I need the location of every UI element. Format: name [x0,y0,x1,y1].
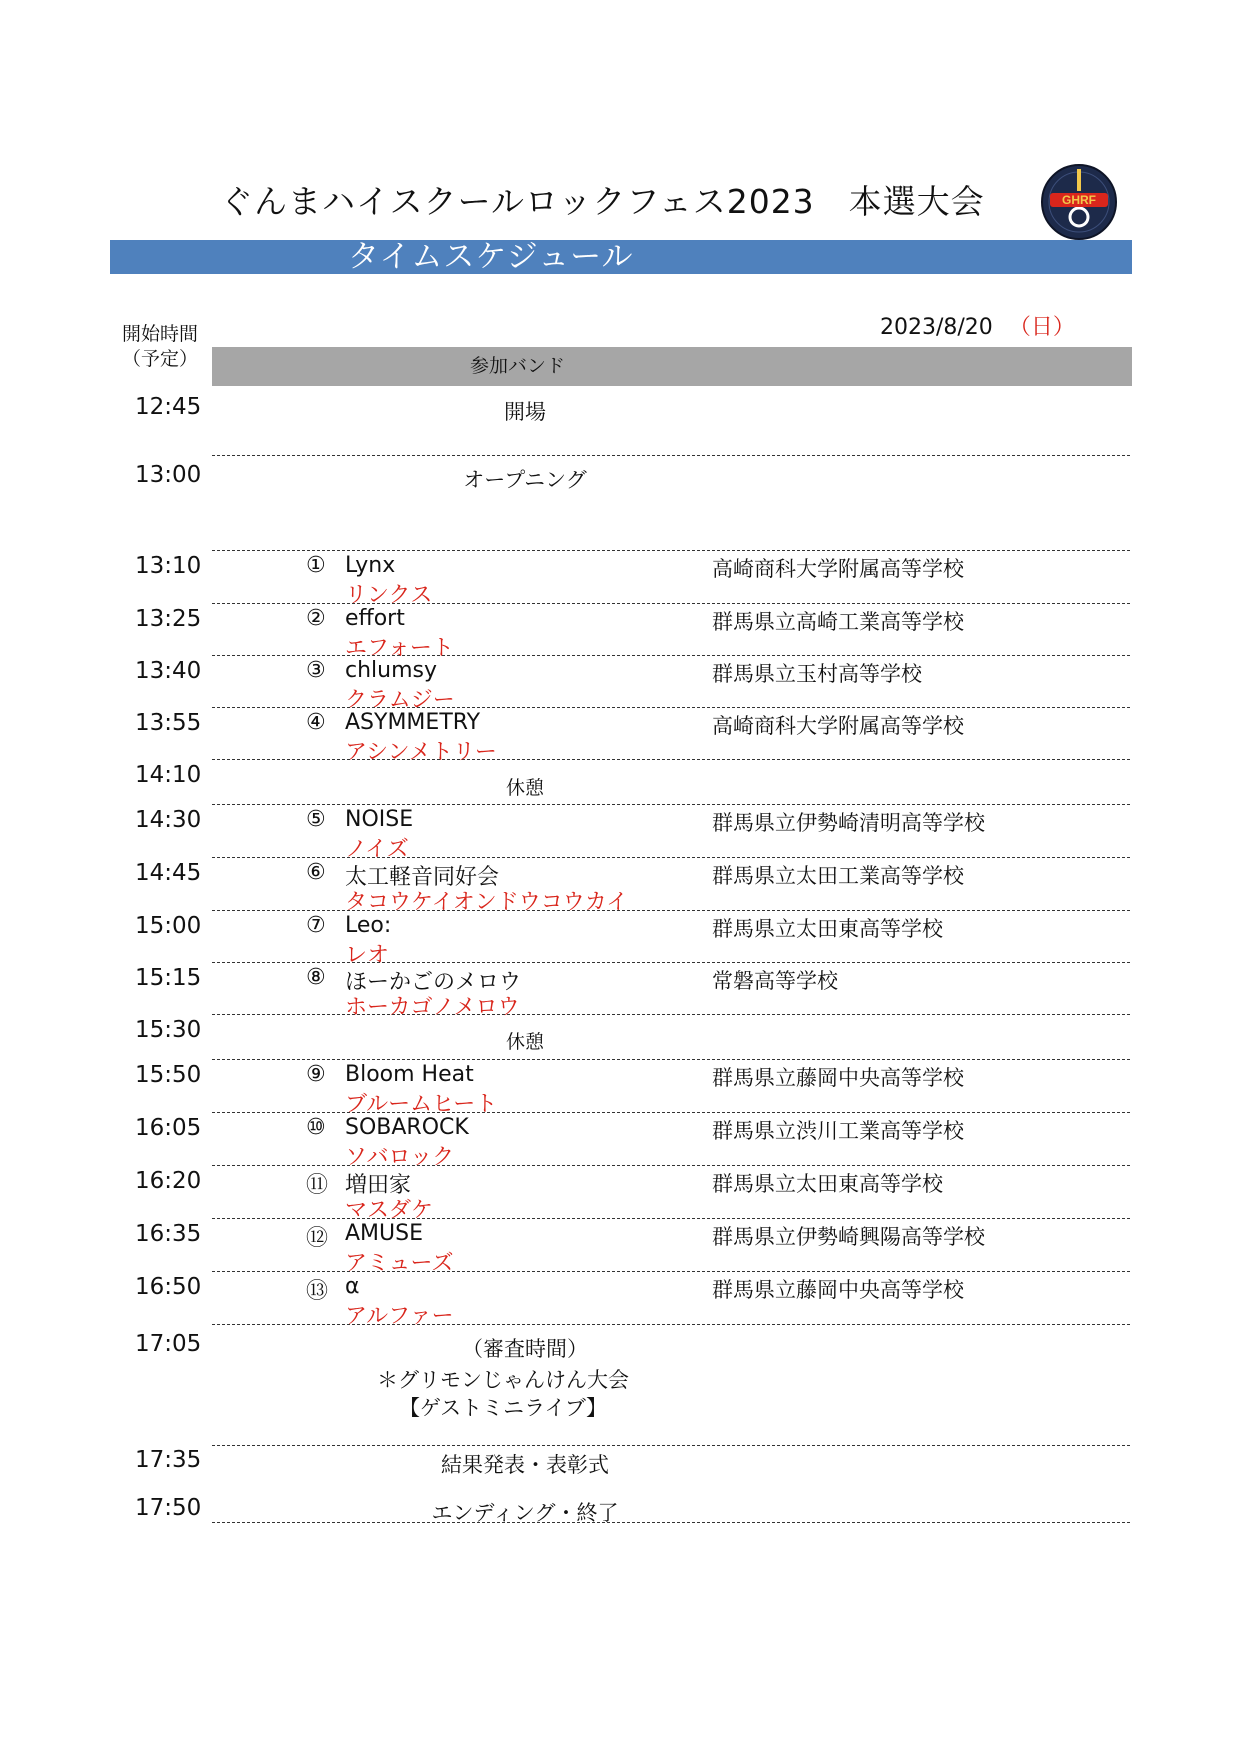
row-divider [212,1165,1130,1166]
row-divider [212,1445,1130,1446]
band-number: ⑨ [306,1062,326,1087]
band-name: 増田家 [345,1173,412,1198]
row-divider [212,707,1130,708]
time-label: 16:35 [135,1221,202,1247]
band-name: chlumsy [345,658,438,683]
band-name: effort [345,606,405,631]
band-number: ⑥ [306,860,326,885]
event-label: 開場 [504,400,546,424]
band-number: ① [306,553,326,578]
band-number: ② [306,606,326,631]
band-kana: エフォート [345,636,454,661]
time-label: 13:25 [135,606,202,632]
row-divider [212,1522,1130,1523]
band-kana: ノイズ [345,837,409,862]
band-number: ⑦ [306,913,326,938]
row-divider [212,857,1130,858]
time-label: 15:00 [135,913,202,939]
time-label: 15:50 [135,1062,202,1088]
band-school: 群馬県立藤岡中央高等学校 [712,1066,964,1090]
band-school: 高崎商科大学附属高等学校 [712,557,964,581]
row-divider [212,1059,1130,1060]
band-kana: アルファー [345,1304,454,1329]
band-name: 太工軽音同好会 [345,865,500,890]
band-name: NOISE [345,807,414,832]
subtitle-bar [110,240,1132,274]
time-label: 15:30 [135,1017,202,1043]
row-divider [212,455,1130,456]
band-school: 群馬県立太田東高等学校 [712,1172,943,1196]
row-divider [212,1014,1130,1015]
band-name: α [345,1274,360,1299]
start-label-line1: 開始時間 [121,323,198,345]
time-label: 17:50 [135,1495,202,1521]
band-kana: クラムジー [345,688,455,713]
row-divider [212,550,1130,551]
band-number: ⑬ [306,1279,329,1304]
event-label: 休憩 [505,777,544,799]
band-school: 高崎商科大学附属高等学校 [712,714,964,738]
band-number: ⑧ [306,965,326,990]
subtitle: タイムスケジュール [348,239,634,275]
band-kana: レオ [345,943,390,968]
band-name: Leo: [345,913,392,938]
row-divider [212,603,1130,604]
event-label: 休憩 [505,1031,544,1053]
event-date [880,310,1075,341]
row-divider [212,804,1130,805]
event-detail: ＊グリモンじゃんけん大会 [377,1368,629,1392]
band-name: AMUSE [345,1221,423,1246]
time-label: 13:10 [135,553,202,579]
column-header: 参加バンド [470,355,566,377]
band-name: ASYMMETRY [345,710,481,735]
band-name: Bloom Heat [345,1062,474,1087]
event-label: オープニング [463,468,587,492]
time-label: 17:35 [135,1447,202,1473]
band-number: ⑩ [306,1115,326,1140]
time-label: 14:45 [135,860,202,886]
row-divider [212,1112,1130,1113]
row-divider [212,1271,1130,1272]
time-label: 16:50 [135,1274,202,1300]
band-kana: マスダケ [345,1198,434,1223]
band-kana: タコウケイオンドウコウカイ [345,890,629,915]
band-kana: ソバロック [345,1145,455,1170]
row-divider [212,655,1130,656]
band-school: 群馬県立藤岡中央高等学校 [712,1278,964,1302]
band-name: Lynx [345,553,396,578]
festival-logo [1040,163,1118,241]
time-label: 13:00 [135,462,202,488]
band-name: SOBAROCK [345,1115,469,1140]
band-school: 常磐高等学校 [712,969,838,993]
band-number: ⑤ [306,807,326,832]
band-number: ⑫ [306,1226,329,1251]
day-of-week: （日） [1008,315,1075,340]
band-school: 群馬県立伊勢崎清明高等学校 [712,811,985,835]
row-divider [212,910,1130,911]
band-kana: アミューズ [345,1251,454,1276]
time-label: 13:55 [135,710,202,736]
band-number: ⑪ [306,1173,329,1198]
date-text: 2023/8/20 [880,315,993,340]
band-kana: ホーカゴノメロウ [345,995,520,1020]
band-school: 群馬県立伊勢崎興陽高等学校 [712,1225,985,1249]
event-label: 結果発表・表彰式 [441,1453,609,1477]
page-title: ぐんまハイスクールロックフェス2023 本選大会 [220,182,985,221]
start-label-line2: （予定） [121,348,198,370]
band-name: ほーかごのメロウ [345,970,522,995]
time-label: 13:40 [135,658,202,684]
time-label: 14:10 [135,762,202,788]
event-label: （審査時間） [462,1337,588,1361]
start-time-label [112,322,208,372]
band-school: 群馬県立太田工業高等学校 [712,864,964,888]
column-header-bar [212,347,1132,386]
time-label: 16:05 [135,1115,202,1141]
time-label: 12:45 [135,394,202,420]
band-school: 群馬県立高崎工業高等学校 [712,610,964,634]
event-label: エンディング・終了 [431,1501,619,1525]
row-divider [212,759,1130,760]
time-label: 16:20 [135,1168,202,1194]
time-label: 15:15 [135,965,202,991]
logo-text: GHRF [1062,193,1096,207]
band-number: ③ [306,658,326,683]
band-school: 群馬県立玉村高等学校 [712,662,922,686]
row-divider [212,1324,1130,1325]
row-divider [212,962,1130,963]
band-school: 群馬県立太田東高等学校 [712,917,943,941]
event-detail: 【ゲストミニライブ】 [398,1396,608,1420]
band-number: ④ [306,710,326,735]
band-kana: アシンメトリー [345,740,497,765]
band-kana: ブルームヒート [345,1092,498,1117]
time-label: 17:05 [135,1331,202,1357]
time-label: 14:30 [135,807,202,833]
band-kana: リンクス [345,583,433,608]
row-divider [212,1218,1130,1219]
band-school: 群馬県立渋川工業高等学校 [712,1119,964,1143]
